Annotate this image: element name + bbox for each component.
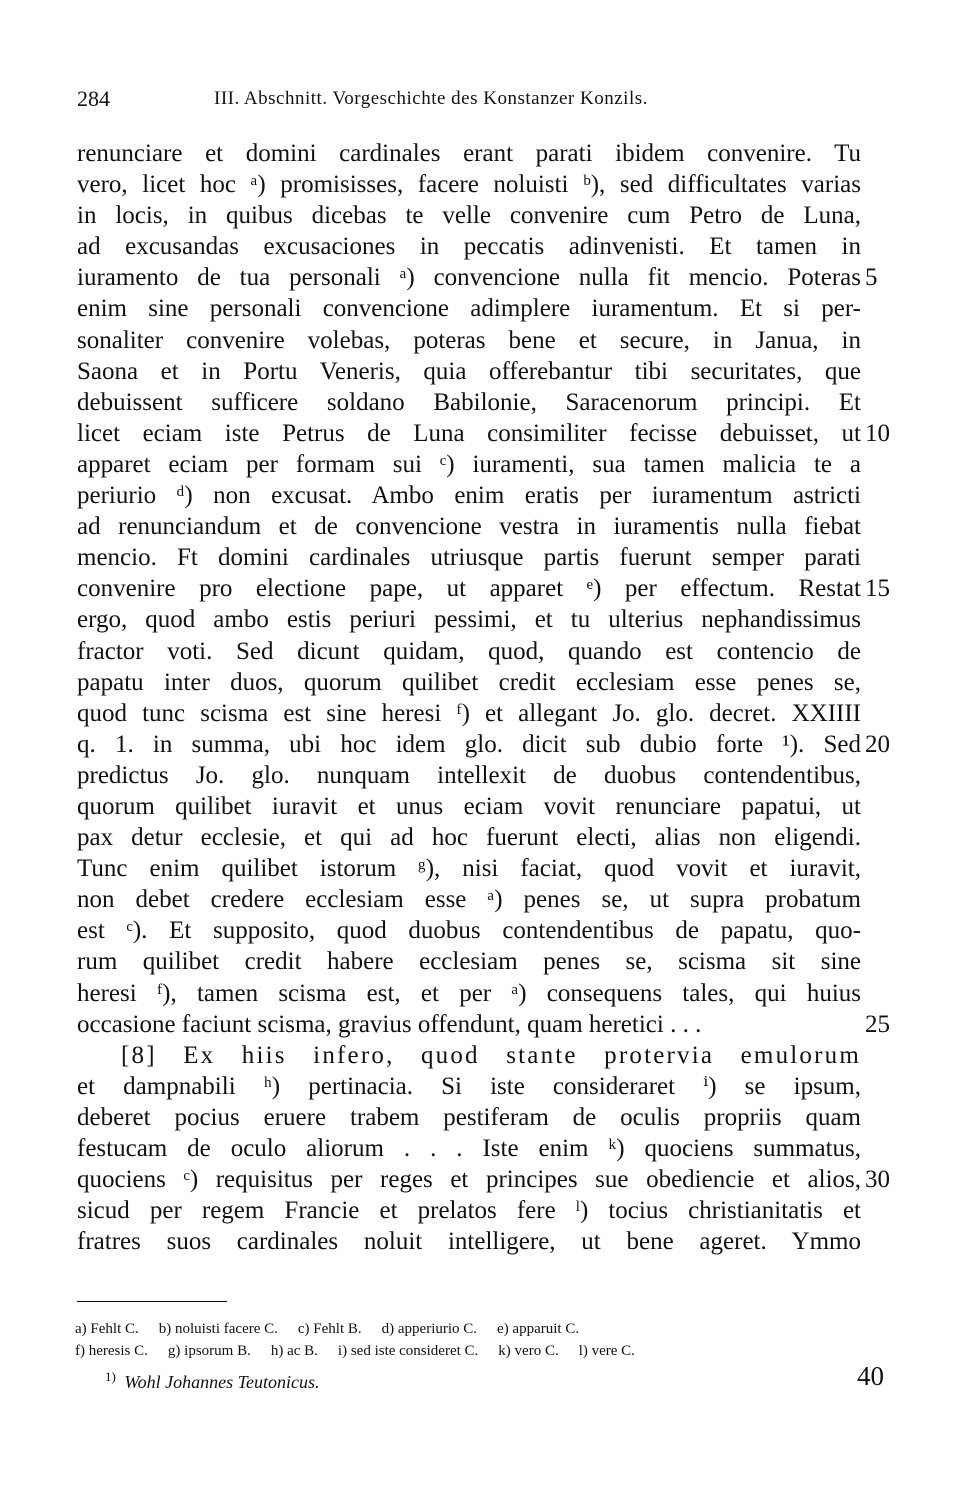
- text-line: [77, 915, 861, 946]
- line-text: mencio. Ft domini cardinales utriusque partis fuerunt semper parati: [77, 544, 861, 572]
- text-line: [77, 604, 861, 635]
- variant-note: b) noluisti facere C.: [158, 1321, 278, 1337]
- line-text: sicud per regem Francie et prelatos fere ˡ) tocius christianitatis et: [77, 1197, 861, 1225]
- line-text: convenire pro electione pape, ut apparet ᵉ) per effectum. Restat: [77, 575, 861, 603]
- line-text: ergo, quod ambo estis periuri pessimi, et tu ulterius nephandissimus: [77, 606, 861, 634]
- line-text: enim sine personali convencione adimplere iuramentum. Et si per-: [77, 295, 861, 323]
- footnote-rule: [77, 1301, 227, 1302]
- line-text: in locis, in quibus dicebas te velle convenire cum Petro de Luna,: [77, 202, 861, 230]
- text-line: [77, 542, 861, 573]
- text-line: [77, 387, 861, 418]
- line-text: ad excusandas excusaciones in peccatis adinvenisti. Et tamen in: [77, 233, 861, 261]
- line-text: debuissent sufficere soldano Babilonie, Saracenorum principi. Et: [77, 388, 861, 416]
- line-number-40: 40: [857, 1361, 884, 1391]
- line-text: papatu inter duos, quorum quilibet credit ecclesiam esse penes se,: [77, 668, 861, 696]
- page-number: 284: [77, 86, 110, 111]
- line-number: 10: [865, 419, 890, 447]
- page-header: [77, 86, 867, 116]
- line-text: fractor voti. Sed dicunt quidam, quod, quando est contencio de: [77, 637, 861, 665]
- running-title: III. Abschnitt. Vorgeschichte des Konstanzer Konzils.: [214, 88, 648, 109]
- variant-note: i) sed iste consideret C.: [337, 1343, 479, 1359]
- text-line: [77, 138, 861, 169]
- text-line: [77, 1102, 861, 1133]
- text-line: [77, 884, 861, 915]
- line-text: renunciare et domini cardinales erant parati ibidem convenire. Tu: [77, 140, 861, 167]
- line-text: Tunc enim quilibet istorum ᵍ), nisi faciat, quod vovit et iuravit,: [77, 855, 861, 883]
- text-line: [77, 853, 861, 884]
- variant-note: d) apperiurio C.: [381, 1321, 478, 1337]
- text-line: [77, 573, 890, 604]
- text-line: [77, 946, 861, 977]
- text-line: [77, 418, 890, 449]
- variant-note: g) ipsorum B.: [167, 1343, 251, 1359]
- text-line: [77, 511, 861, 542]
- line-text: non debet credere ecclesiam esse ᵃ) penes se, ut supra probatum: [77, 886, 861, 914]
- variant-notes: [75, 1318, 865, 1362]
- variant-note: k) vero C.: [498, 1343, 559, 1359]
- line-text: occasione faciunt scisma, gravius offendunt, quam heretici . . .: [77, 1010, 702, 1038]
- text-line: [77, 480, 861, 511]
- line-text: licet eciam iste Petrus de Luna consimiliter fecisse debuisset, ut: [77, 419, 861, 447]
- text-line: [77, 1164, 890, 1195]
- line-text: [8] Ex hiis infero, quod stante protervia emulorum: [121, 1041, 861, 1069]
- line-text: predictus Jo. glo. nunquam intellexit de duobus contendentibus,: [77, 761, 861, 789]
- line-text: ad renunciandum et de convencione vestra in iuramentis nulla fiebat: [77, 513, 861, 541]
- variant-notes-row-2: [75, 1340, 865, 1362]
- line-text: periurio ᵈ) non excusat. Ambo enim eratis per iuramentum astricti: [77, 482, 861, 510]
- text-line: [77, 262, 878, 293]
- variant-note: f) heresis C.: [75, 1343, 148, 1359]
- text-line: [77, 1133, 861, 1164]
- text-line: [77, 729, 890, 760]
- line-text: pax detur ecclesie, et qui ad hoc fuerunt electi, alias non eligendi.: [77, 824, 861, 852]
- text-line: [77, 1226, 861, 1257]
- text-line: [77, 1195, 861, 1226]
- footnote-text: Wohl Johannes Teutonicus.: [124, 1372, 320, 1392]
- line-text: et dampnabili ʰ) pertinacia. Si iste consideraret ⁱ) se ipsum,: [77, 1072, 861, 1100]
- text-line: [77, 636, 861, 667]
- line-text: quorum quilibet iuravit et unus eciam vovit renunciare papatui, ut: [77, 792, 861, 820]
- line-text: deberet pocius eruere trabem pestiferam de oculis propriis quam: [77, 1103, 861, 1131]
- line-number: 20: [865, 730, 890, 758]
- line-text: apparet eciam per formam sui ᶜ) iuramenti, sua tamen malicia te a: [77, 450, 861, 478]
- line-text: est ᶜ). Et supposito, quod duobus contendentibus de papatu, quo-: [77, 917, 861, 945]
- text-line: [77, 822, 861, 853]
- text-line: [77, 978, 861, 1009]
- line-text: sonaliter convenire volebas, poteras bene et secure, in Janua, in: [77, 326, 861, 354]
- line-text: iuramento de tua personali ᵃ) convencione nulla fit mencio. Poteras: [77, 264, 861, 292]
- variant-note: h) ac B.: [270, 1343, 318, 1359]
- line-number: 30: [865, 1166, 890, 1194]
- text-line: [77, 1040, 861, 1071]
- text-line: [77, 169, 861, 200]
- variant-note: e) apparuit C.: [497, 1321, 580, 1337]
- line-text: quod tunc scisma est sine heresi ᶠ) et allegant Jo. glo. decret. XXIIII: [77, 699, 861, 727]
- line-text: vero, licet hoc ᵃ) promisisses, facere noluisti ᵇ), sed difficultates varias: [77, 171, 861, 199]
- text-line: [77, 293, 861, 324]
- line-text: fratres suos cardinales noluit intelligere, ut bene ageret. Ymmo: [77, 1228, 861, 1256]
- text-line: [77, 1071, 861, 1102]
- line-text: heresi ᶠ), tamen scisma est, et per ᵃ) consequens tales, qui huius: [77, 979, 861, 1007]
- line-number: 25: [865, 1010, 890, 1038]
- footnote-mark: 1): [105, 1369, 116, 1384]
- line-text: festucam de oculo aliorum . . . Iste enim ᵏ) quociens summatus,: [77, 1135, 861, 1162]
- variant-note: a) Fehlt C.: [75, 1321, 139, 1337]
- text-line: [77, 449, 861, 480]
- text-line: [77, 1009, 890, 1040]
- text-line: [77, 760, 861, 791]
- text-line: [77, 791, 861, 822]
- variant-note: c) Fehlt B.: [297, 1321, 362, 1337]
- line-text: Saona et in Portu Veneris, quia offerebantur tibi securitates, que: [77, 357, 861, 385]
- line-number: 5: [865, 264, 878, 292]
- variant-notes-row-1: [75, 1318, 865, 1340]
- text-line: [77, 698, 861, 729]
- main-text: [77, 138, 890, 1257]
- text-line: [77, 667, 861, 698]
- text-line: [77, 200, 861, 231]
- text-line: [77, 231, 861, 262]
- variant-note: l) vere C.: [578, 1343, 635, 1359]
- text-line: [77, 356, 861, 387]
- text-line: [77, 325, 861, 356]
- line-text: quociens ᶜ) requisitus per reges et principes sue obediencie et alios,: [77, 1166, 861, 1194]
- line-text: q. 1. in summa, ubi hoc idem glo. dicit sub dubio forte ¹). Sed: [77, 730, 861, 758]
- footnote: [105, 1369, 320, 1393]
- line-text: rum quilibet credit habere ecclesiam penes se, scisma sit sine: [77, 948, 861, 976]
- line-number: 15: [865, 575, 890, 603]
